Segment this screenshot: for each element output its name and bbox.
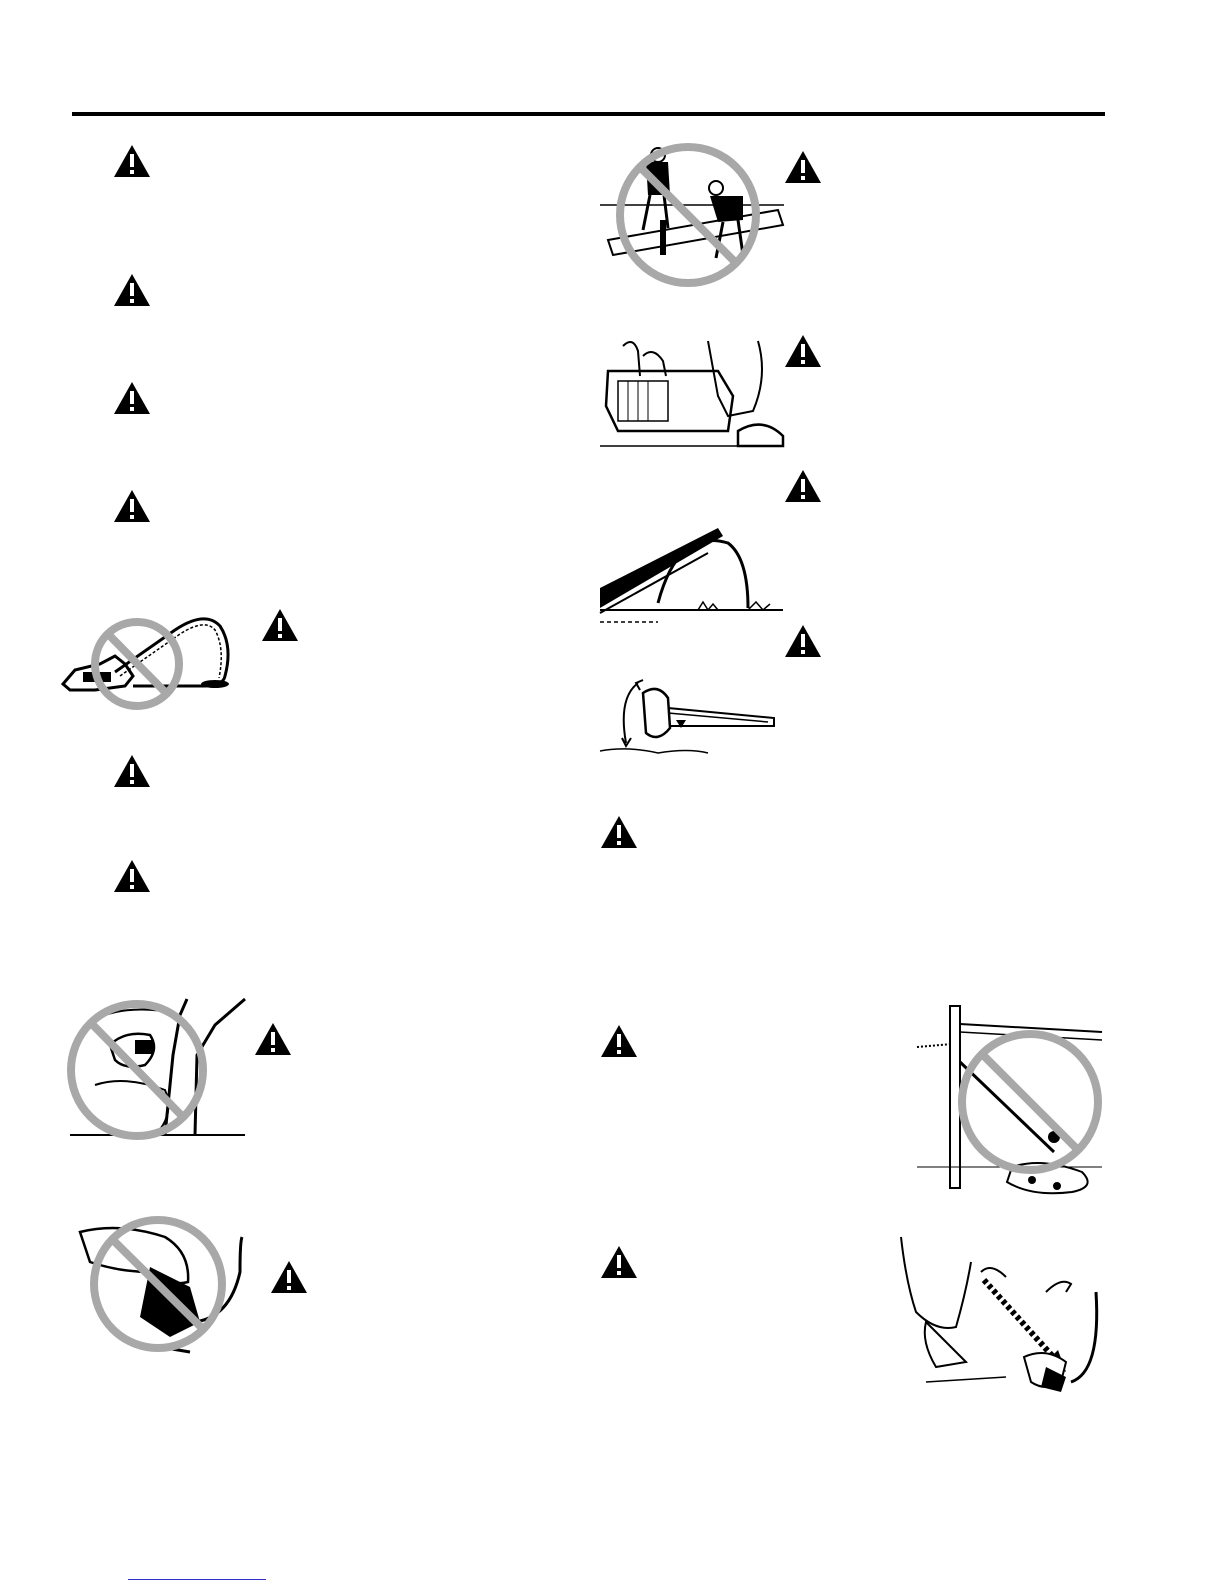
bottom-link-underline [128, 1579, 266, 1580]
starting-saw-on-ground-illustration [598, 336, 786, 450]
two-people-sawing-prohibited-illustration [598, 140, 786, 290]
warning-triangle-icon [113, 273, 151, 307]
chainsaw-bar-prohibited-illustration [55, 606, 240, 716]
tree-climbing-prohibited-illustration [65, 995, 250, 1145]
bent-sapling-spring-pole-illustration [598, 518, 786, 628]
warning-triangle-icon [113, 754, 151, 788]
warning-triangle-icon [784, 469, 822, 503]
warning-triangle-icon [784, 150, 822, 184]
chain-kickback-arc-illustration [896, 1232, 1116, 1407]
warning-triangle-icon [600, 1024, 638, 1058]
warning-triangle-icon [270, 1260, 308, 1294]
warning-triangle-icon [113, 144, 151, 178]
warning-triangle-icon [600, 1245, 638, 1279]
warning-triangle-icon [113, 381, 151, 415]
falling-tree-prohibited-illustration [912, 1002, 1104, 1202]
warning-triangle-icon [784, 334, 822, 368]
warning-triangle-icon [113, 859, 151, 893]
kickback-rotation-illustration [598, 668, 776, 763]
warning-triangle-icon [254, 1022, 292, 1056]
warning-triangle-icon [261, 608, 299, 642]
warning-triangle-icon [600, 815, 638, 849]
warning-triangle-icon [113, 489, 151, 523]
hand-on-bar-prohibited-illustration [70, 1212, 260, 1362]
top-rule [72, 112, 1105, 116]
warning-triangle-icon [784, 624, 822, 658]
